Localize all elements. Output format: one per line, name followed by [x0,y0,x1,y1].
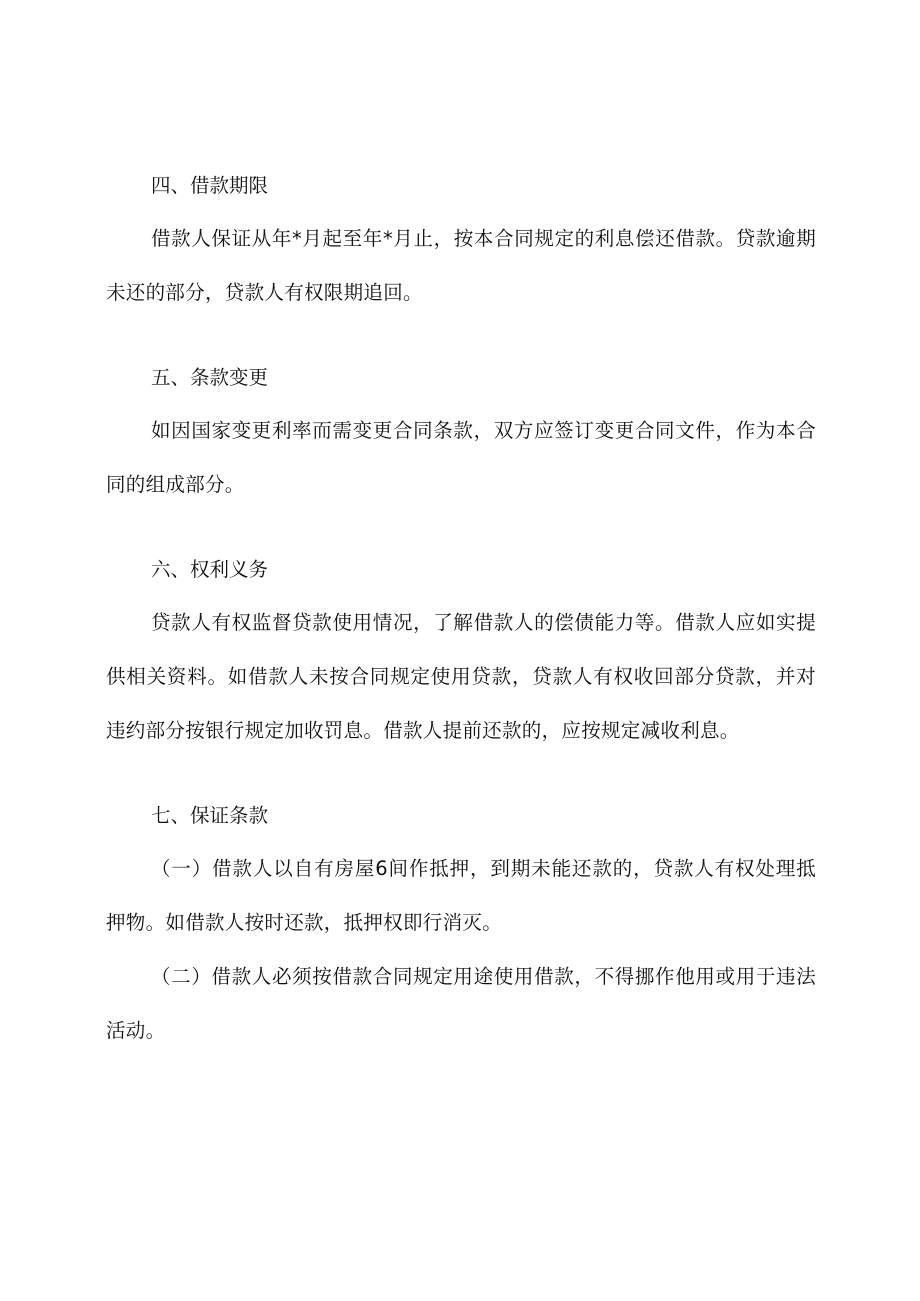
section-gap [106,512,816,544]
section-gap [106,320,816,352]
section-paragraph: 如因国家变更利率而需变更合同条款，双方应签订变更合同文件，作为本合同的组成部分。 [106,419,816,496]
section-paragraph: 贷款人有权监督贷款使用情况，了解借款人的偿债能力等。借款人应如实提供相关资料。如借款人未按合同规定使用贷款，贷款人有权收回部分贷款，并对违约部分按银行规定加收罚息。借款人提前还款的，应按规定减收利息。 [106,611,816,742]
section-gap [106,758,816,790]
section-heading: 六、权利义务 [151,558,269,581]
section-heading: 七、保证条款 [151,804,269,827]
section-clause-change [106,352,816,512]
section-paragraph: 借款人保证从年*月起至年*月止，按本合同规定的利息偿还借款。贷款逾期未还的部分，贷款人有权限期追回。 [106,227,816,304]
section-heading: 四、借款期限 [151,174,269,197]
section-paragraph: （二）借款人必须按借款合同规定用途使用借款，不得挪作他用或用于违法活动。 [106,965,816,1042]
section-loan-term [106,160,816,320]
section-rights-obligations [106,544,816,758]
section-paragraph: （一）借款人以自有房屋6间作抵押，到期未能还款的，贷款人有权处理抵押物。如借款人按时还款，抵押权即行消灭。 [106,857,816,934]
section-guarantee [106,790,816,1058]
section-heading: 五、条款变更 [151,366,269,389]
document-page [106,160,816,1058]
